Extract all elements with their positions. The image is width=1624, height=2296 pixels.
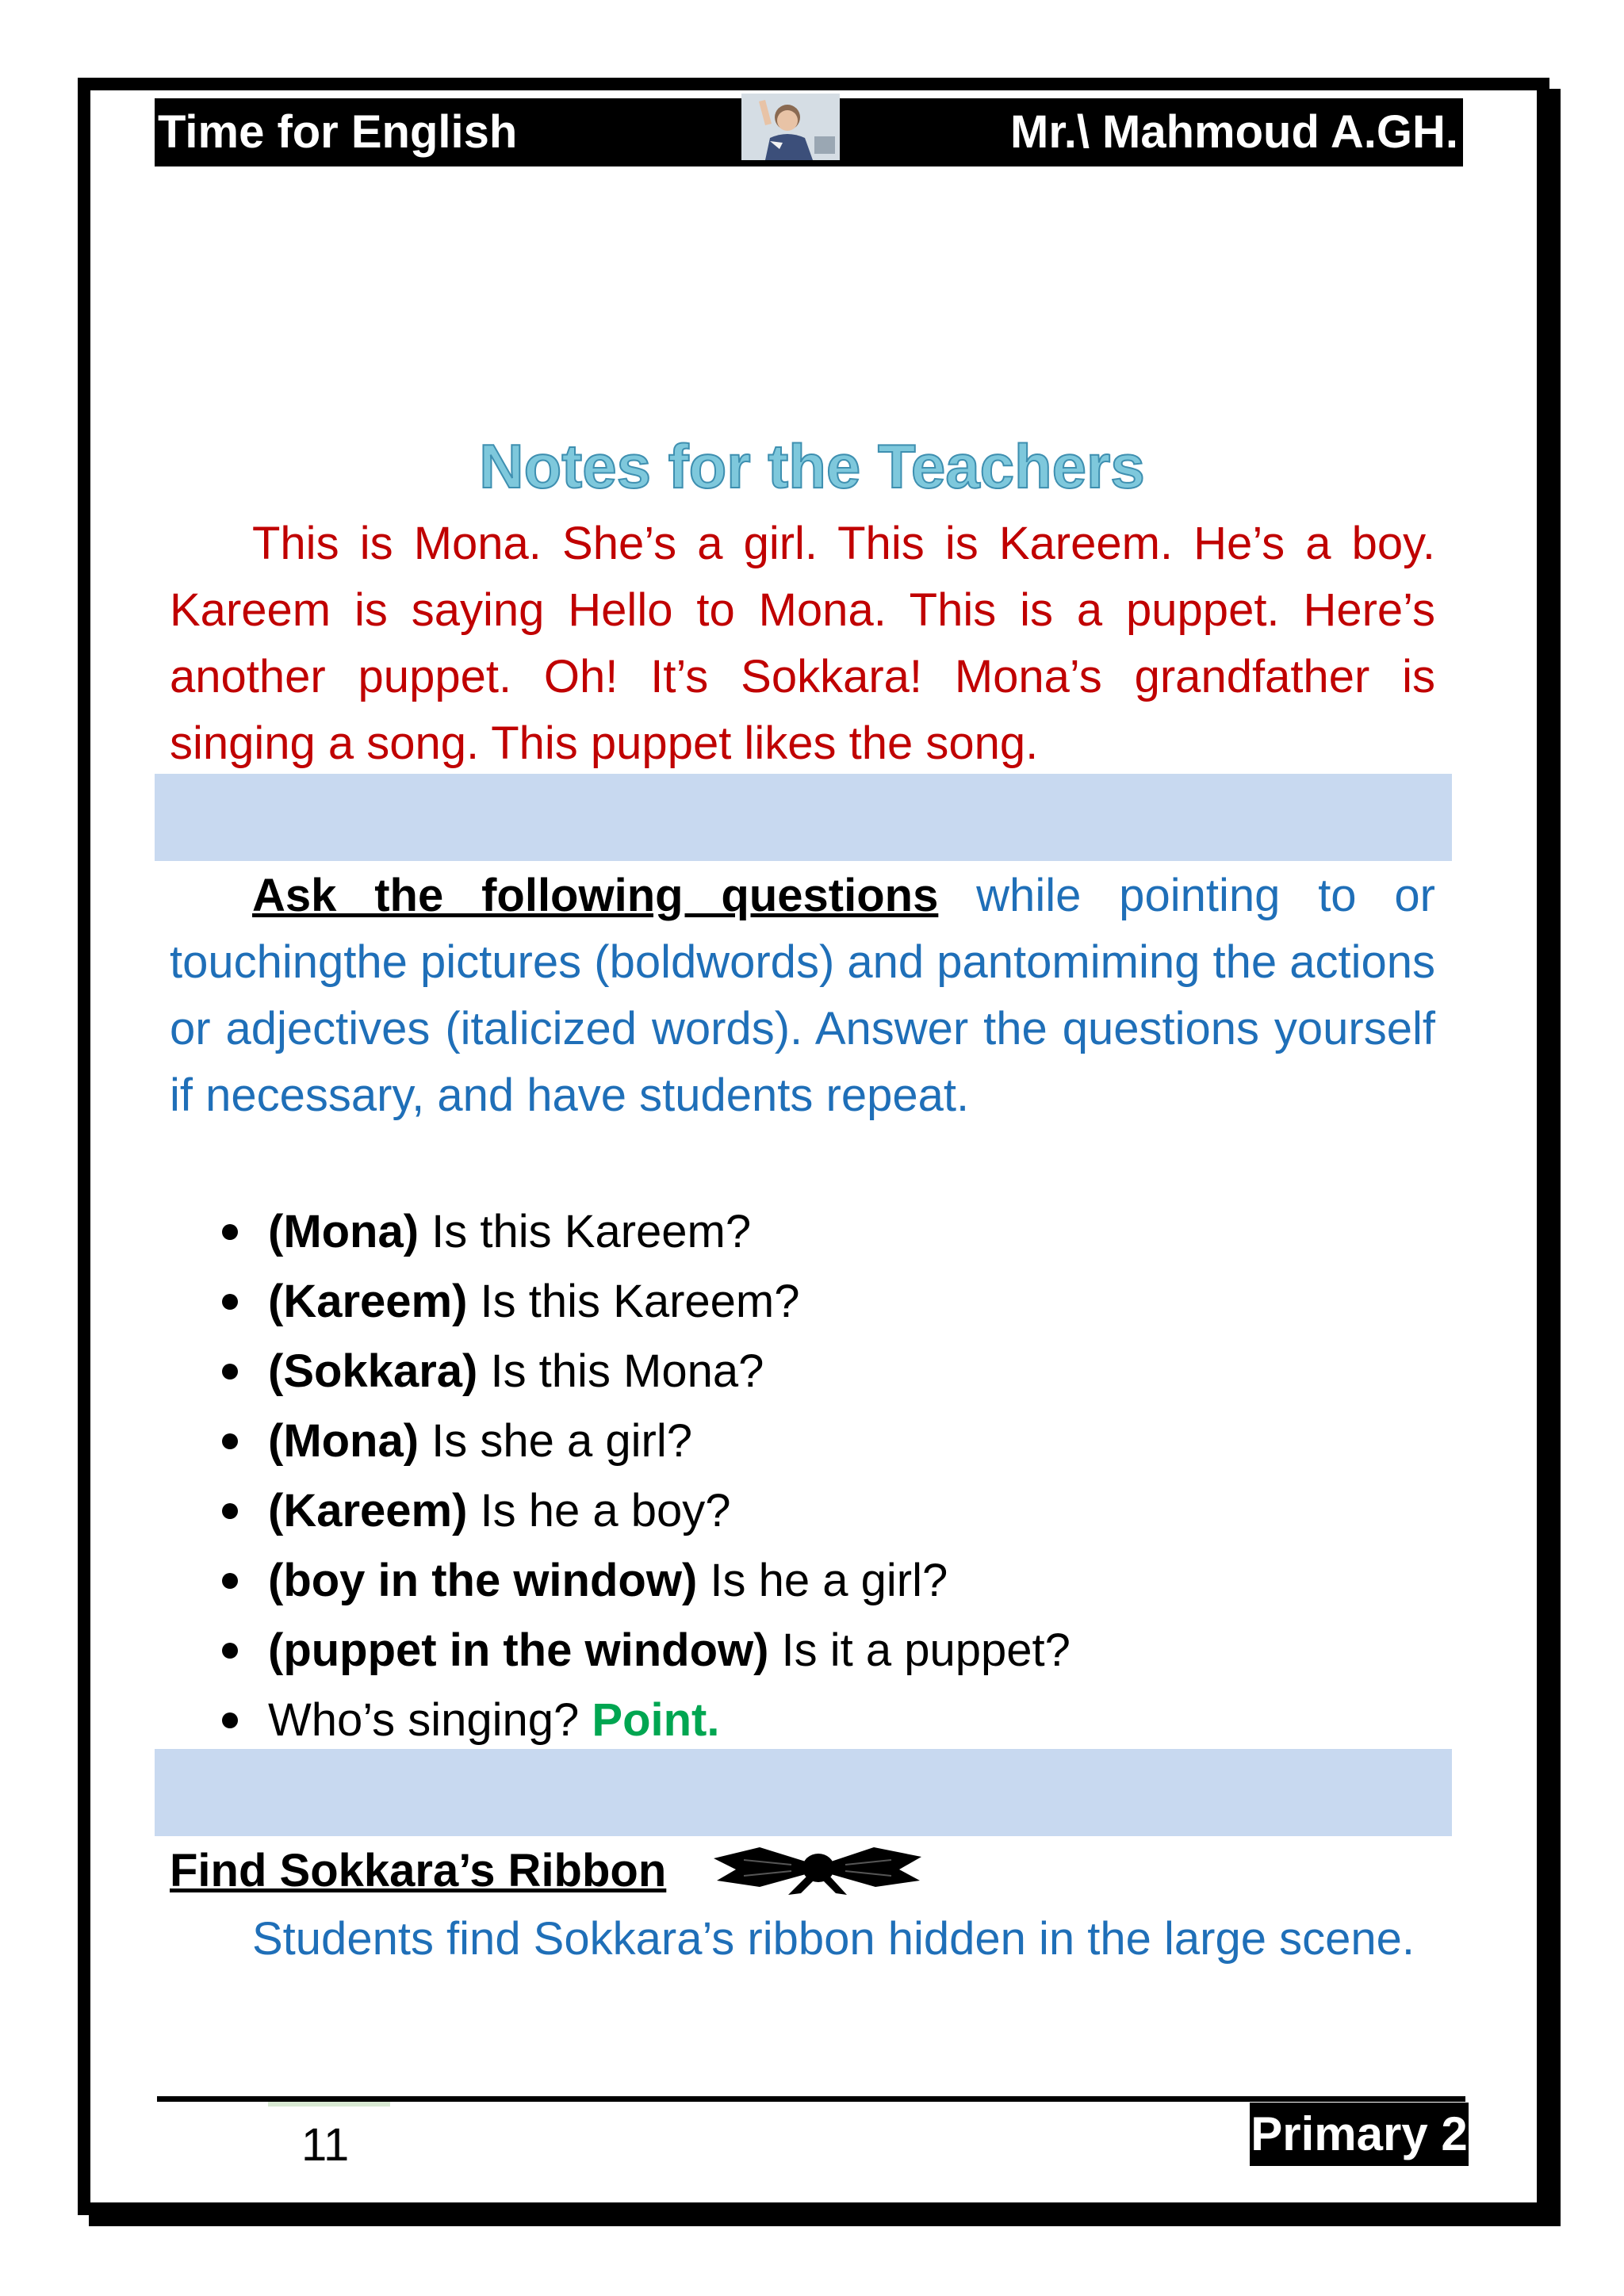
- question-text: Is this Kareem?: [467, 1276, 800, 1327]
- question-text: Is he a girl?: [697, 1555, 948, 1606]
- question-cue: (puppet in the window): [268, 1624, 769, 1676]
- bullet-icon: [222, 1503, 238, 1519]
- bullet-icon: [222, 1294, 238, 1310]
- instructions-lead: Ask the following questions: [252, 870, 939, 921]
- footer-rule: [157, 2096, 1465, 2102]
- question-text: Is it a puppet?: [768, 1624, 1071, 1676]
- question-cue: (Sokkara): [268, 1345, 478, 1397]
- list-item: [219, 1476, 1071, 1546]
- bullet-icon: [222, 1712, 238, 1728]
- separator-band-2: [155, 1749, 1452, 1836]
- bullet-icon: [222, 1224, 238, 1240]
- list-item: [219, 1686, 1071, 1755]
- find-ribbon-paragraph: Students find Sokkara’s ribbon hidden in the large scene.: [252, 1913, 1415, 1965]
- question-text: Is this Kareem?: [419, 1206, 752, 1257]
- list-item: [219, 1337, 1071, 1406]
- bow-ribbon-icon: [712, 1841, 923, 1896]
- bullet-icon: [222, 1364, 238, 1380]
- find-ribbon-heading: Find Sokkara’s Ribbon: [170, 1845, 667, 1896]
- intro-paragraph: This is Mona. She’s a girl. This is Kareem. He’s a boy. Kareem is saying Hello to Mona. This is a puppet. Here’s another puppet. Oh! It’s Sokkara! Mona’s grandfather is singing a song. This puppet likes the song.: [170, 518, 1435, 769]
- question-list: [219, 1197, 1071, 1755]
- list-item: [219, 1267, 1071, 1337]
- list-item: [219, 1406, 1071, 1476]
- question-text: Is he a boy?: [467, 1485, 731, 1536]
- question-cue: (boy in the window): [268, 1555, 698, 1606]
- bullet-icon: [222, 1643, 238, 1659]
- header-left-text: Time for English: [158, 106, 518, 158]
- instructions-paragraph: [170, 863, 1435, 1129]
- list-item: [219, 1546, 1071, 1616]
- point-emphasis: Point.: [592, 1694, 720, 1746]
- child-photo-icon: [741, 94, 840, 160]
- question-text: Is she a girl?: [419, 1415, 693, 1467]
- question-cue: (Kareem): [268, 1276, 468, 1327]
- level-badge: Primary 2: [1250, 2103, 1469, 2166]
- question-text: Who’s singing?: [268, 1694, 592, 1746]
- header-bar: [155, 98, 1463, 166]
- question-cue: (Mona): [268, 1415, 419, 1467]
- separator-band-1: [155, 774, 1452, 861]
- instructions-rest: while pointing to or touchingthe pictures (boldwords) and pantomiming the actions or adjectives (italicized words). Answer the questions yourself if necessary, and have students repeat.: [170, 870, 1435, 1121]
- bullet-icon: [222, 1573, 238, 1589]
- footer-tick: [268, 2102, 390, 2107]
- question-cue: (Kareem): [268, 1485, 468, 1536]
- question-cue: (Mona): [268, 1206, 419, 1257]
- list-item: [219, 1616, 1071, 1686]
- list-item: [219, 1197, 1071, 1267]
- page-title: Notes for the Teachers: [479, 431, 1145, 501]
- bullet-icon: [222, 1433, 238, 1449]
- header-right-text: Mr.\ Mahmoud A.GH.: [1010, 106, 1458, 158]
- question-text: Is this Mona?: [477, 1345, 764, 1397]
- page-number: 11: [301, 2119, 350, 2171]
